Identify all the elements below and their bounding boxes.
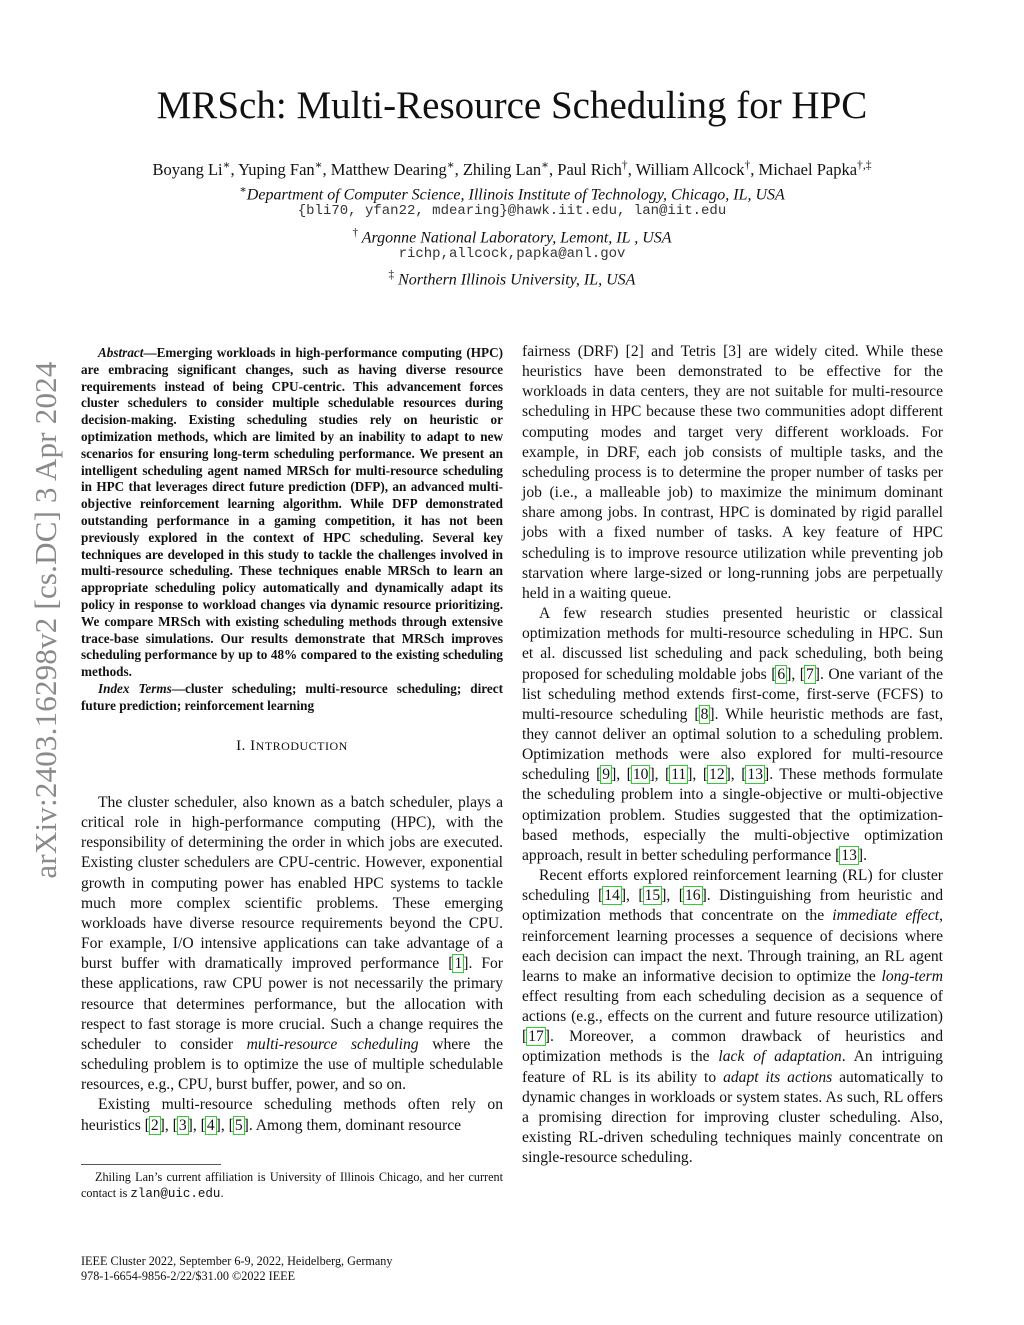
author: William Allcock†, — [635, 159, 759, 179]
citation-link[interactable]: 14 — [604, 887, 620, 905]
conference-line: IEEE Cluster 2022, September 6-9, 2022, Heidelberg, Germany — [81, 1254, 393, 1268]
index-terms-text: —cluster scheduling; multi-resource scheduling; direct future prediction; reinforcement learning — [81, 680, 503, 713]
citation-link[interactable]: 8 — [700, 705, 709, 723]
citation-link[interactable]: 11 — [671, 766, 687, 784]
citation-link[interactable]: 17 — [528, 1028, 544, 1046]
index-terms-label: Index Terms — [98, 680, 172, 696]
footnote: Zhiling Lan’s current affiliation is University of Illinois Chicago, and her current contact is zlan@uic.edu. — [81, 1170, 503, 1201]
arxiv-identifier-text: arXiv:2403.16298v2 [cs.DC] 3 Apr 2024 — [28, 361, 63, 879]
citation-link[interactable]: 10 — [632, 766, 649, 784]
copyright-line: 978-1-6654-9856-2/22/$31.00 ©2022 IEEE — [81, 1269, 296, 1283]
affiliation-3: ‡ Northern Illinois University, IL, USA — [388, 269, 636, 289]
author: Paul Rich†, — [557, 159, 636, 179]
intro-paragraph: Existing multi-resource scheduling methods often rely on heuristics [2], [3], [4], [5]. Among them, dominant resource — [81, 1096, 503, 1134]
author: Yuping Fan∗, — [238, 159, 331, 179]
citation-link[interactable]: 6 — [777, 665, 786, 683]
citation-link[interactable]: 12 — [709, 766, 725, 784]
intro-paragraph: Recent efforts explored reinforcement learning (RL) for cluster scheduling [14], [15], [16]. Distinguishing from heuristic and optimization methods that concentrate on the immediate effect, reinforcement learning processes a sequence of decisions where each decision can impact the next. Through training, an RL agent learns to make an informative decision to optimize the long-term effect resulting from each scheduling decision as a sequence of actions (e.g., effects on the current and future resource utilization) [17]. Moreover, a common drawback of heuristics and optimization methods is the lack of adaptation. An intriguing feature of RL is its ability to adapt its actions automatically to dynamic changes in workloads or system states. As such, RL offers a promising direction for improving cluster scheduling. Also, existing RL-driven scheduling techniques mainly concentrate on single-resource scheduling. — [522, 867, 944, 1167]
citation-link[interactable]: 4 — [206, 1116, 215, 1134]
paper-title: MRSch: Multi-Resource Scheduling for HPC — [156, 84, 868, 127]
affiliation-2: † Argonne National Laboratory, Lemont, IL , USA — [352, 227, 672, 247]
author: Zhiling Lan∗, — [462, 159, 558, 179]
contact-email[interactable]: zlan@uic.edu — [130, 1186, 221, 1201]
author: Matthew Dearing∗, — [330, 159, 463, 179]
conference-info — [81, 1254, 581, 1284]
affiliation-1: ∗Department of Computer Science, Illinois Institute of Technology, Chicago, IL, USA — [239, 184, 785, 204]
intro-right-column — [522, 342, 943, 1168]
citation-link[interactable]: 3 — [178, 1116, 187, 1134]
citation-link[interactable]: 13 — [841, 846, 857, 864]
intro-left-column — [81, 793, 503, 1136]
intro-paragraph: fairness (DRF) [2] and Tetris [3] are widely cited. While these heuristics have been demonstrated to be effective for the workloads in data centers, they are not suitable for multi-resource scheduling in HPC because these two communities adopt different computing modes and target very different workloads. For example, in DRF, each job consists of multiple tasks, and the scheduling process is to determine the proper number of tasks per job (i.e., a malleable job) to maximize the minimum dominant share among jobs. In contrast, HPC is dominated by rigid parallel jobs with a fixed number of tasks. A key feature of HPC scheduling is to improve resource utilization while preventing job starvation where large-sized or long-running jobs are perpetually held in a waiting queue. — [522, 343, 943, 602]
author-list — [60, 154, 964, 181]
citation-link[interactable]: 13 — [747, 766, 763, 784]
abstract-text: —Emerging workloads in high-performance computing (HPC) are embracing significant changes, such as having diverse resource requirements instead of being CPU-centric. This advancement forces cluster schedulers to consider multiple schedulable resources during decision-making. Existing scheduling studies rely on heuristic or optimization methods, which are limited by an inability to adapt to new scenarios for ensuring long-term scheduling performance. We present an intelligent scheduling agent named MRSch for multi-resource scheduling in HPC that leverages direct future prediction (DFP), an advanced multi-objective reinforcement learning algorithm. While DFP demonstrated outstanding performance in a gaming competition, it has not been previously explored in the context of HPC scheduling. Several key techniques are developed in this study to tackle the challenges involved in multi-resource scheduling. These techniques enable MRSch to learn an appropriate scheduling policy automatically and dynamically adapt its policy in response to workload changes via dynamic resource prioritizing. We compare MRSch with existing scheduling methods through extensive trace-base simulations. Our results demonstrate that MRSch improves scheduling performance by up to 48% compared to the existing scheduling methods. — [81, 345, 503, 680]
author: Michael Papka†,‡ — [758, 159, 872, 179]
affiliation-2-email: richp,allcock,papka@anl.gov — [398, 246, 626, 262]
abstract — [81, 345, 503, 715]
citation-link[interactable]: 7 — [805, 665, 814, 683]
abstract-label: Abstract — [98, 345, 144, 360]
intro-paragraph: A few research studies presented heuristic or classical optimization methods for multi-resource scheduling in HPC. Sun et al. discussed list scheduling and pack scheduling, both being proposed for scheduling moldable jobs [6], [7]. One variant of the list scheduling method extends first-come, first-serve (FCFS) to multi-resource scheduling [8]. While heuristic methods are fast, they cannot deliver an optimal solution to a scheduling problem. Optimization methods were also explored for multi-resource scheduling [9], [10], [11], [12], [13]. These methods formulate the scheduling problem into a single-objective or multi-objective optimization problem. Studies suggested that the optimization-based methods, especially the multi-objective optimization approach, result in better scheduling performance [13]. — [522, 605, 943, 864]
intro-paragraph: The cluster scheduler, also known as a batch scheduler, plays a critical role in high-performance computing (HPC), with the responsibility of determining the order in which jobs are executed. Existing cluster schedulers are CPU-centric. However, exponential growth in computing power has enabled HPC systems to tackle much more complex scientific problems. These emerging workloads have diverse resource requirements beyond the CPU. For example, I/O intensive applications can take advantage of a burst buffer with dramatically improved performance [1]. For these applications, raw CPU power is not necessarily the primary resource that determines performance, but the allocation with respect to fast storage is more crucial. Such a change requires the scheduler to consider multi-resource scheduling where the scheduling problem is to optimize the use of multiple schedulable resources, e.g., CPU, burst buffer, power, and so on. — [81, 794, 504, 1094]
footnote-rule — [81, 1164, 221, 1165]
citation-link[interactable]: 15 — [644, 887, 661, 905]
citation-link[interactable]: 16 — [685, 887, 701, 905]
section-heading-introduction: I. INTRODUCTION — [236, 738, 348, 754]
author: Boyang Li∗, — [152, 159, 239, 179]
citation-link[interactable]: 9 — [602, 766, 611, 784]
citation-link[interactable]: 2 — [150, 1116, 159, 1134]
citation-link[interactable]: 1 — [454, 955, 463, 973]
affiliation-1-email: {bli70, yfan22, mdearing}@hawk.iit.edu, lan@iit.edu — [297, 203, 727, 219]
citation-link[interactable]: 5 — [234, 1116, 243, 1134]
